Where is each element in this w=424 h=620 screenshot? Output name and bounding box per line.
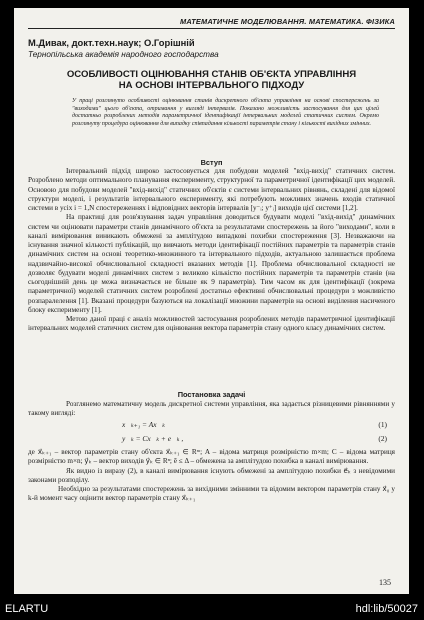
problem-paragraph-2: де x⃗ₖ₊₁ – вектор параметрів стану об'єкта x⃗ₖ₊₁ ∈ Rᵐ; A – відома матриця розмірністю m×m; C – відома матриця розмірністю m×n; y⃗ₖ – вектор виходів y⃗ₖ ∈ Rⁿ; ē ≤ Δ – обмежена за амплітудою похибка в каналі вимірювання. xyxy=(28,448,395,466)
problem-paragraphs xyxy=(28,448,395,504)
problem-paragraph-3: Як видно із виразу (2), в каналі вимірювання існують обмежені за амплітудою похибки e⃗ₖ з невідомими законами розподілу. xyxy=(28,466,395,484)
problem-paragraph-1: Розглянемо математичну модель дискретної системи управління, яка задається різницевими рівняннями у такому вигляді: xyxy=(28,400,395,418)
paper-title xyxy=(14,69,409,91)
intro-paragraph-2: На практиці для розв'язування задач управління доводиться будувати моделі "вхід-вихід" динамічних систем чи оцінювати параметри станів динамічного об'єкта за результатами спостережень за його "виходами", коли в каналі вимірювання виникають обмежені за амплітудою випадкові похибки спостереження [3]. Незважаючи на існування значної кількості публікацій, що вивчають методи ідентифікації постійних параметрів та параметрів станів динамічних систем на основі теоретико-множинного та інтервального підходів, актуальною залишається проблема надзвичайно-високої обчислювальної складності вказаних методів [1]. Проблема обчислювальної складності не дозволяє будувати моделі динамічних систем з великою кількістю постійних параметрів та параметрів станів (на сьогоднішній день це межа визначається не більше як 9 параметрів). Тим часом як для ідентифікації (зокрема параметричної) моделей статичних систем розроблені достатньо ефективні обчислювальні процедури з можливістю розпаралелення [1]. Вказані процедури базуються на локалізації множини параметрів на основі виділення насиченого блоку експерименту [1]. xyxy=(28,213,395,314)
journal-section-title: МАТЕМАТИЧНЕ МОДЕЛЮВАННЯ. МАТЕМАТИКА. ФІЗИКА xyxy=(180,17,395,26)
title-line-1: ОСОБЛИВОСТІ ОЦІНЮВАННЯ СТАНІВ ОБ'ЄКТА УПРАВЛІННЯ xyxy=(66,69,357,80)
intro-paragraphs xyxy=(28,167,395,334)
section-heading-intro: Вступ xyxy=(200,158,223,167)
footer-handle-label: hdl:lib/50027 xyxy=(355,603,418,615)
header-rule xyxy=(28,28,395,29)
footer-source-label: ELARTU xyxy=(5,603,49,615)
authors: М.Дивак, докт.техн.наук; О.Горішній xyxy=(28,37,195,48)
affiliation: Тернопільська академія народного господарства xyxy=(28,50,219,59)
equation-2-number: (2) xyxy=(378,434,387,443)
section-heading-problem: Постановка задачі xyxy=(177,390,246,399)
equation-1-number: (1) xyxy=(378,420,387,429)
intro-paragraph-1: Інтервальний підхід широко застосовується для побудови моделей "вхід-вихід" статичних систем. Розроблено методи оптимального планування експерименту, структурної та параметричної ідентифікації цих моделей. Основою для побудови моделей "вхід-вихід" статичних об'єктів є системи інтервальних рівнянь, складені для відомої структури моделі, і результатів інтервального експерименту, які потребують можливих значень входів статичної системи в усіх i = 1,N спостереженнях і відповідних векторів інтервалів [y⁻ᵢ; y⁺ᵢ] виходів цієї системи [1,2]. xyxy=(28,167,395,212)
abstract: У праці розглянуто особливості оцінювання станів дискретного об'єкта управління на основі спостережень за "виходами" цього об'єкта, отримання у вигляді інтервалів. Показано можливість застосування для цих цілей достатньо розроблених методів параметричної ідентифікації інтервальних моделей статичних систем. Окремо розглянуту процедура оцінювання для випадку співпадання кількості параметрів стану і кількості вихідних змінних. xyxy=(72,98,379,128)
intro-paragraph-3: Метою даної праці є аналіз можливостей застосування розроблених методів параметричної ідентифікації інтервальних моделей статичних систем для оцінювання вектора параметрів стану одного класу динамічних систем. xyxy=(28,315,395,333)
equation-1: x⃗ₖ₊₁ = Ax⃗ₖ xyxy=(122,420,165,429)
running-header xyxy=(14,17,409,27)
title-line-2: НА ОСНОВІ ІНТЕРВАЛЬНОГО ПІДХОДУ xyxy=(118,80,305,91)
problem-paragraph-4: Необхідно за результатами спостережень за вихідними змінними та відомим вектором параметрів стану x⃗₀ у k-й момент часу оцінити вектор параметрів стану x⃗ₖ₊₁ xyxy=(28,485,395,503)
equation-2: y⃗ₖ = Cx⃗ₖ + e⃗ₖ , xyxy=(122,434,184,443)
page-number: 135 xyxy=(379,578,391,587)
document-page xyxy=(14,8,409,594)
